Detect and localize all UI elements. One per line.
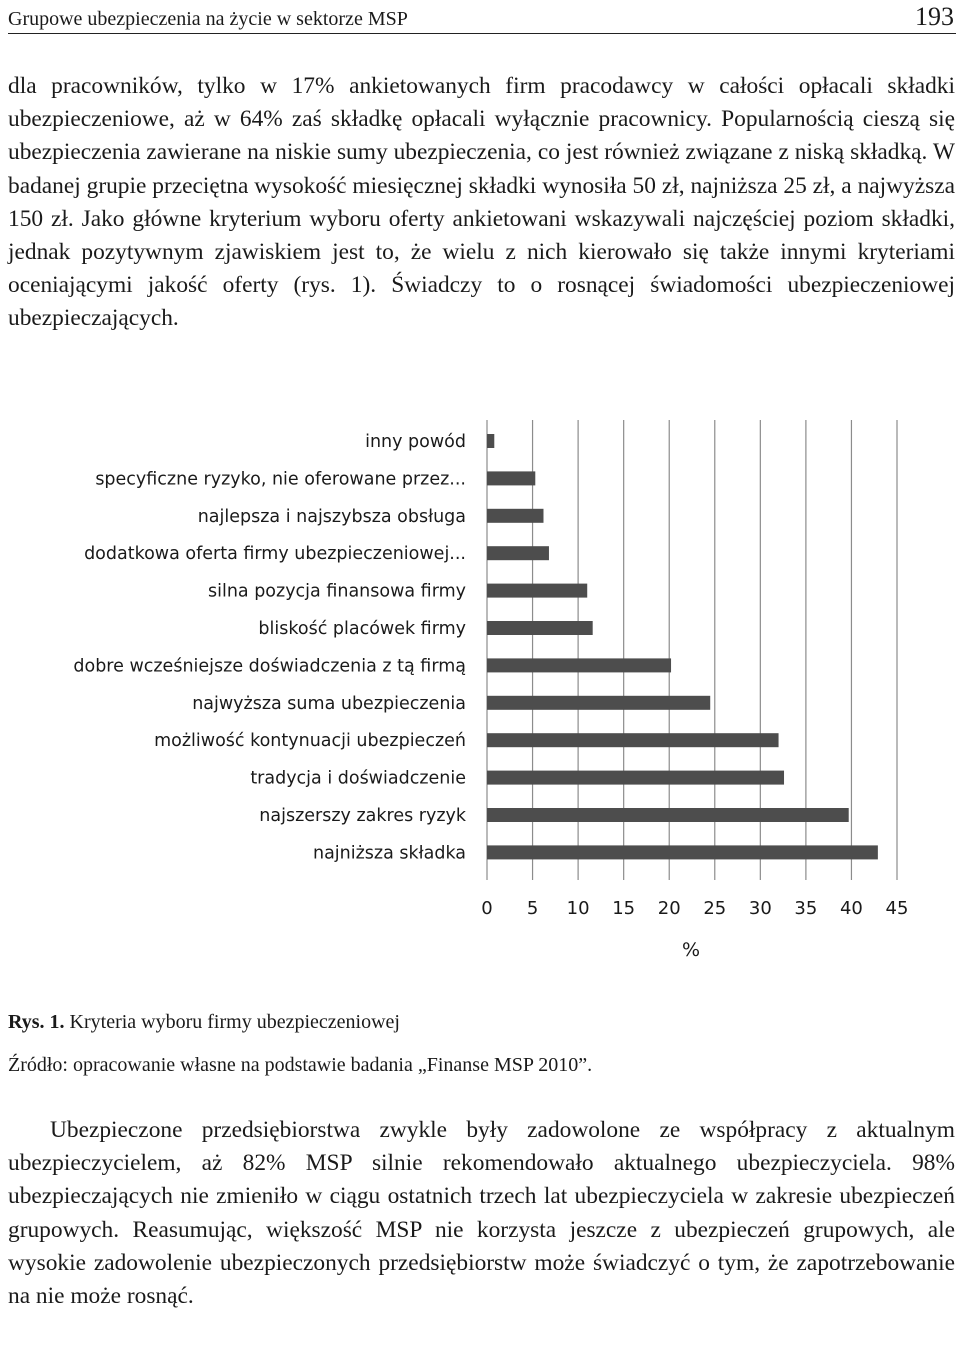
figure-caption <box>8 1011 400 1034</box>
body-paragraph-1: dla pracowników, tylko w 17% ankietowanych firm pracodawcy w całości opłacali składki ubezpieczeniowe, aż w 64% zaś składkę opłacali wyłącznie pracownicy. Popularnością cieszą się ubezpieczenia zawierane na niskie sumy ubezpieczenia, co jest również związane z niską składką. W badanej grupie przeciętna wysokość miesięcznej składki wynosiła 50 zł, najniższa 25 zł, a najwyższa 150 zł. Jako główne kryterium wyboru oferty ankietowani wskazywali najczęściej poziom składki, jednak pozytywnym zjawiskiem jest to, że wielu z nich kierowało się także innymi kryteriami oceniającymi jakość oferty (rys. 1). Świadczy to o rosnącej świadomości ubezpieczeniowej ubezpieczających. <box>8 73 955 332</box>
x-tick-label: 0 <box>481 898 493 919</box>
x-tick-label: 30 <box>748 898 772 919</box>
x-tick-label: 10 <box>566 898 590 919</box>
bar <box>487 471 535 485</box>
bar-chart <box>0 410 960 970</box>
x-axis-label: % <box>681 939 701 961</box>
x-tick-label: 25 <box>703 898 727 919</box>
category-label: inny powód <box>365 432 466 452</box>
bar <box>487 733 779 747</box>
bar <box>487 658 671 672</box>
bar <box>487 845 878 859</box>
bar <box>487 509 543 523</box>
page-header <box>8 0 956 34</box>
category-label: najlepsza i najszybsza obsługa <box>197 506 466 527</box>
x-tick-label: 5 <box>526 898 539 919</box>
body-paragraph-2: Ubezpieczone przedsiębiorstwa zwykle były zadowolone ze współpracy z aktualnym ubezpieczycielem, aż 82% MSP silnie rekomendowało aktualnego ubezpieczyciela. 98% ubezpieczających nie zmieniło w ciągu ostatnich trzech lat ubezpieczyciela w zakresie ubezpieczeń grupowych. Reasumując, większość MSP nie korzysta jeszcze z ubezpieczeń grupowych, ale wysokie zadowolenie ubezpieczonych przedsiębiorstw może świadczyć o tym, że zapotrzebowanie na nie może rosnąć. <box>8 1117 955 1310</box>
bar <box>487 808 849 822</box>
x-tick-label: 45 <box>885 898 909 919</box>
category-label: bliskość placówek firmy <box>258 619 466 639</box>
figure-source: Źródło: opracowanie własne na podstawie badania „Finanse MSP 2010”. <box>8 1054 593 1076</box>
x-tick-label: 20 <box>657 898 681 919</box>
bar <box>487 434 494 448</box>
bar <box>487 771 784 785</box>
bar <box>487 584 587 598</box>
x-tick-label: 35 <box>794 898 818 919</box>
bar <box>487 621 593 635</box>
category-label: specyficzne ryzyko, nie oferowane przez... <box>95 469 466 490</box>
category-label: możliwość kontynuacji ubezpieczeń <box>154 731 466 752</box>
caption-text: Kryteria wyboru firmy ubezpieczeniowej <box>69 1011 400 1033</box>
category-label: tradycja i doświadczenie <box>250 768 466 789</box>
category-label: dodatkowa oferta firmy ubezpieczeniowej... <box>84 544 466 565</box>
x-tick-label: 40 <box>839 898 863 919</box>
category-label: najniższa składka <box>312 843 466 864</box>
bar <box>487 546 549 560</box>
bar <box>487 696 710 710</box>
page-number: 193 <box>915 2 954 31</box>
figure-chart <box>0 410 960 970</box>
category-label: dobre wcześniejsze doświadczenia z tą firmą <box>73 656 466 677</box>
category-label: najwyższa suma ubezpieczenia <box>192 693 466 714</box>
caption-label: Rys. 1. <box>8 1011 65 1033</box>
x-tick-label: 15 <box>612 898 636 919</box>
category-label: najszerszy zakres ryzyk <box>259 806 466 826</box>
running-title: Grupowe ubezpieczenia na życie w sektorze MSP <box>8 8 408 30</box>
category-label: silna pozycja finansowa firmy <box>207 581 466 602</box>
